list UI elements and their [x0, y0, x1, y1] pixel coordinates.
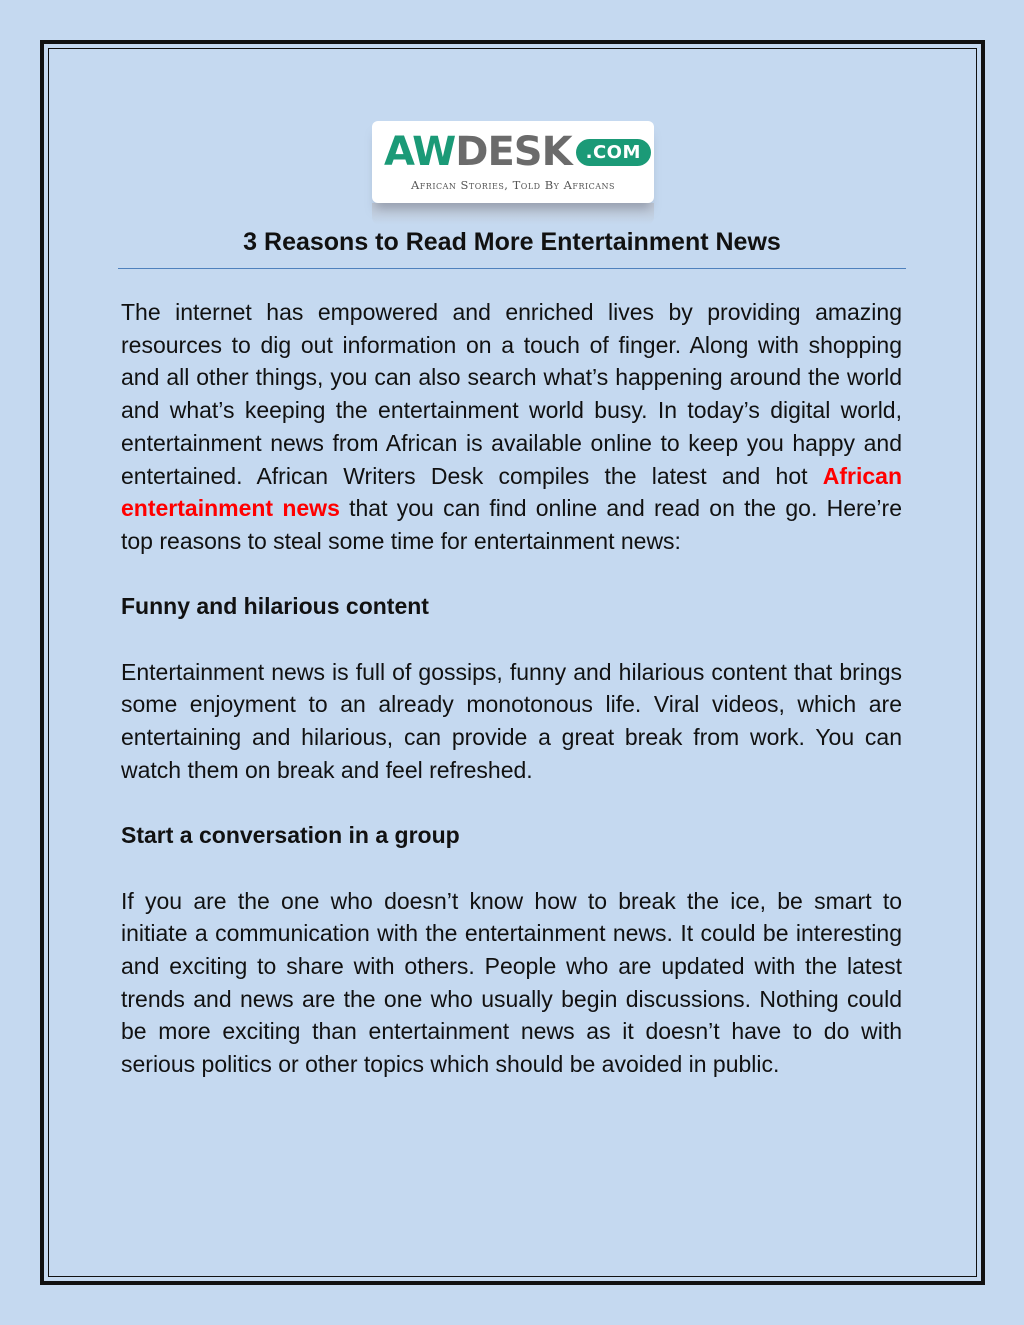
intro-paragraph	[121, 296, 902, 558]
awdesk-logo	[372, 121, 654, 203]
section-heading-conversation: Start a conversation in a group	[121, 822, 460, 849]
logo-tagline: African Stories, Told By Africans	[410, 178, 616, 192]
intro-text-end: that you can find online and read on the go. Here’re top reasons to steal some time for entertainment news:	[121, 495, 902, 554]
logo-com-badge: .COM	[576, 139, 651, 166]
section-body-funny: Entertainment news is full of gossips, funny and hilarious content that brings some enjoyment to an already monotonous life. Viral videos, which are entertaining and hilarious, can provide a great break from work. You can watch them on break and feel refreshed.	[121, 658, 902, 783]
logo-desk-text: DESK	[455, 129, 572, 175]
african-entertainment-news-link[interactable]: African entertainment news	[121, 462, 902, 522]
section-body-conversation: If you are the one who doesn’t know how to break the ice, be smart to initiate a communication with the entertainment news. It could be interesting and exciting to share with others. People who are updated with the latest trends and news are the one who usually begin discussions. Nothing could be more exciting than entertainment news as it doesn’t have to do with serious politics or other topics which should be avoided in public.	[121, 887, 902, 1078]
article-body	[121, 296, 902, 1081]
logo-aw-text: AW	[384, 129, 456, 175]
logo-wordmark	[384, 127, 651, 177]
title-divider	[118, 268, 906, 269]
section-heading-funny: Funny and hilarious content	[121, 593, 429, 620]
article-title: 3 Reasons to Read More Entertainment News	[243, 228, 781, 256]
intro-text-start: The internet has empowered and enriched lives by providing amazing resources to dig out information on a touch of finger. Along with shopping and all other things, you can also search what’s happening around the world and what’s keeping the entertainment world busy. In today’s digital world, entertainment news from African is available online to keep you happy and entertained. African Writers Desk compiles the latest and hot	[121, 299, 902, 489]
logo-reflection	[372, 203, 654, 225]
